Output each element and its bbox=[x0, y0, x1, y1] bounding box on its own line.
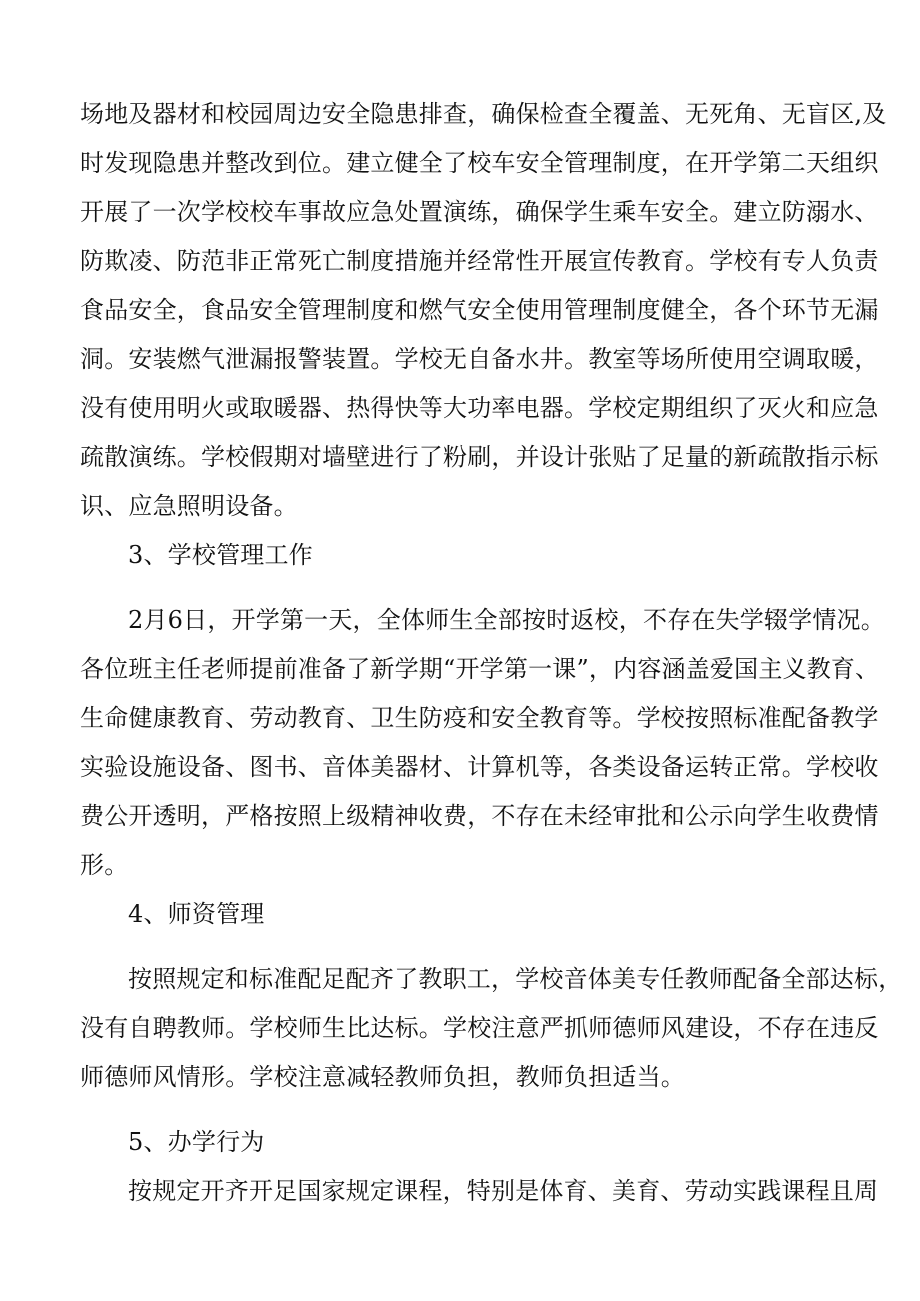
section-heading-school-conduct: 5、办学行为 bbox=[128, 1128, 265, 1156]
paragraph-line: 防欺凌、防范非正常死亡制度措施并经常性开展宣传教育。学校有专人负责 bbox=[80, 247, 879, 275]
paragraph-line: 实验设施设备、图书、音体美器材、计算机等，各类设备运转正常。学校收 bbox=[80, 753, 879, 781]
paragraph-line: 生命健康教育、劳动教育、卫生防疫和安全教育等。学校按照标准配备教学 bbox=[80, 704, 879, 732]
paragraph-line: 没有使用明火或取暖器、热得快等大功率电器。学校定期组织了灭火和应急 bbox=[80, 394, 879, 422]
paragraph-line: 按照规定和标准配足配齐了教职工，学校音体美专任教师配备全部达标， bbox=[128, 965, 903, 993]
paragraph-line: 食品安全，食品安全管理制度和燃气安全使用管理制度健全，各个环节无漏 bbox=[80, 296, 879, 324]
paragraph-line: 疏散演练。学校假期对墙壁进行了粉刷，并设计张贴了足量的新疏散指示标 bbox=[80, 443, 879, 471]
paragraph-line: 按规定开齐开足国家规定课程，特别是体育、美育、劳动实践课程且周 bbox=[128, 1177, 879, 1205]
paragraph-line: 场地及器材和校园周边安全隐患排查，确保检查全覆盖、无死角、无盲区,及 bbox=[80, 100, 887, 128]
paragraph-line: 洞。安装燃气泄漏报警装置。学校无自备水井。教室等场所使用空调取暖， bbox=[80, 345, 879, 373]
paragraph-line: 费公开透明，严格按照上级精神收费，不存在未经审批和公示向学生收费情 bbox=[80, 802, 879, 830]
section-heading-school-management: 3、学校管理工作 bbox=[128, 541, 313, 569]
paragraph-line: 形。 bbox=[80, 851, 129, 879]
paragraph-line: 各位班主任老师提前准备了新学期“开学第一课”，内容涵盖爱国主义教育、 bbox=[80, 655, 880, 683]
paragraph-line: 时发现隐患并整改到位。建立健全了校车安全管理制度，在开学第二天组织 bbox=[80, 149, 879, 177]
section-heading-teacher-management: 4、师资管理 bbox=[128, 900, 265, 928]
paragraph-line: 识、应急照明设备。 bbox=[80, 492, 298, 520]
paragraph-line: 2月6日，开学第一天，全体师生全部按时返校，不存在失学辍学情况。 bbox=[128, 606, 885, 634]
paragraph-line: 开展了一次学校校车事故应急处置演练，确保学生乘车安全。建立防溺水、 bbox=[80, 198, 879, 226]
paragraph-line: 师德师风情形。学校注意减轻教师负担，教师负担适当。 bbox=[80, 1063, 685, 1091]
paragraph-line: 没有自聘教师。学校师生比达标。学校注意严抓师德师风建设，不存在违反 bbox=[80, 1014, 879, 1042]
